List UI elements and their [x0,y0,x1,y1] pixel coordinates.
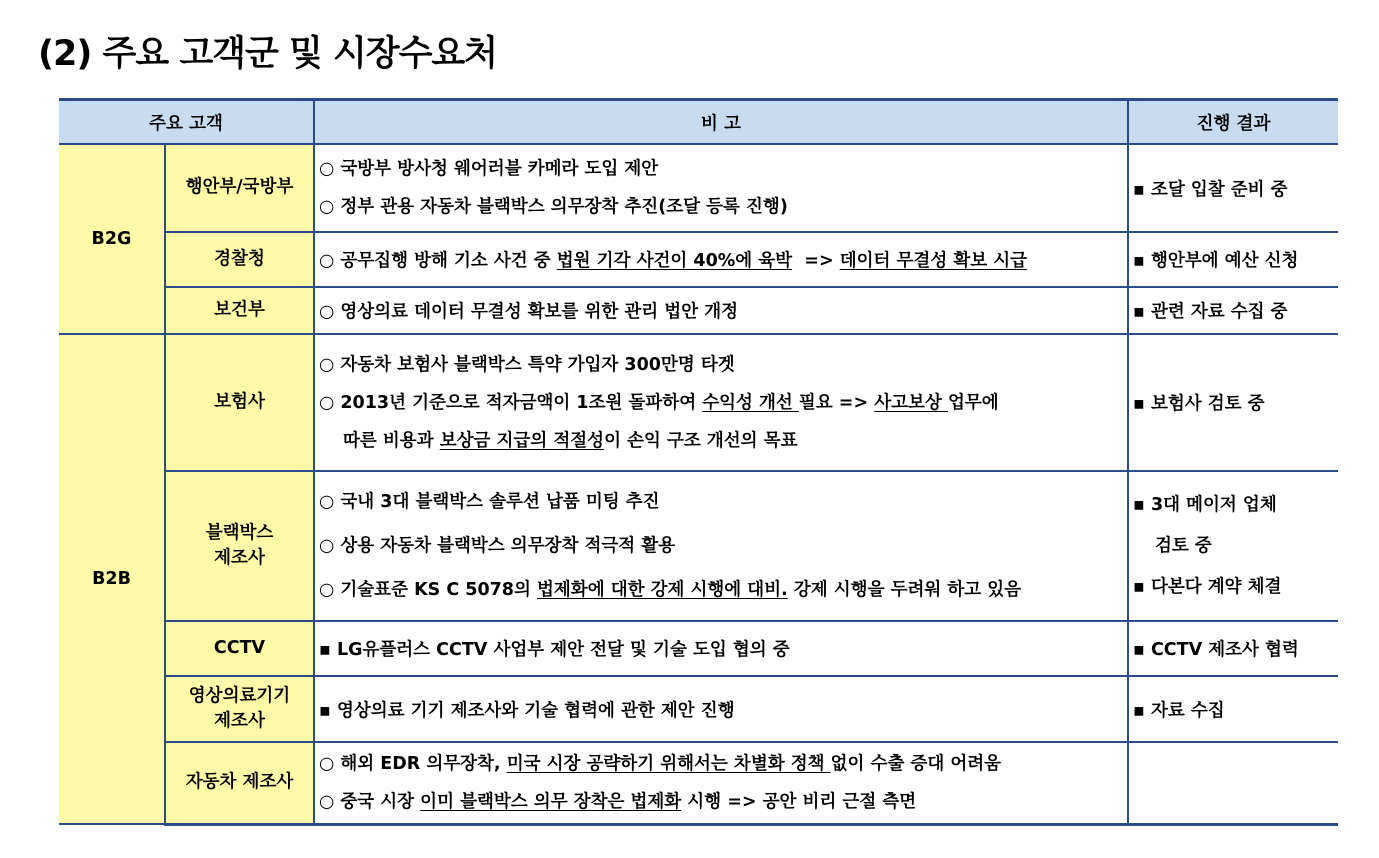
note-text: 따른 비용과 [343,430,440,451]
customer-cell [165,471,314,621]
customer-cell: CCTV [165,621,314,676]
result-cell: ▪ CCTV 제조사 협력 [1128,621,1338,676]
header-notes: 비 고 [314,100,1128,145]
result-cell: ▪ 행안부에 예산 신청 [1128,232,1338,287]
table-row [59,287,1338,334]
customer-line: 블랙박스 [205,522,274,543]
note-underline: 법원 기각 사건이 40%에 육박 [556,251,793,271]
note-text: 없이 수출 증대 어려움 [830,753,1002,774]
note-underline: 수익성 개선 [702,392,799,413]
note-line [319,422,1127,460]
note-underline: 데이터 무결성 확보 시급 [839,251,1028,271]
note-text: ○ 공무집행 방해 기소 사건 중 [319,251,557,271]
note-line: ○ 자동차 보험사 블랙박스 특약 가입자 300만명 타겟 [319,354,735,375]
note-line [319,384,1127,422]
note-text: 업무에 [947,392,999,413]
note-text: ○ 해외 EDR 의무장착, [319,753,507,774]
header-result: 진행 결과 [1128,100,1338,145]
notes-cell [314,742,1128,824]
page-title: (2) 주요 고객군 및 시장수요처 [38,34,497,74]
notes-cell: ○ 영상의료 데이터 무결성 확보를 위한 관리 법안 개정 [314,287,1128,334]
note-underline: 미국 시장 공략하기 위해서는 차별화 정책 [506,753,831,774]
customer-cell: 경찰청 [165,232,314,287]
customer-table [59,98,1338,826]
result-cell [1128,742,1338,824]
header-row [59,100,1338,145]
result-cell [1128,471,1338,621]
result-line: 검토 중 [1155,536,1212,556]
segment-b2b: B2B [59,334,165,824]
notes-cell [314,232,1128,287]
note-underline: 사고보상 [874,392,948,413]
result-cell: ▪ 조달 입찰 준비 중 [1128,144,1338,232]
notes-cell [314,471,1128,621]
customer-line: 제조사 [214,548,265,568]
note-line: ○ 국방부 방사청 웨어러블 카메라 도입 제안 [319,159,659,179]
customer-cell: 보건부 [165,287,314,334]
note-underline: 법제화에 대한 강제 시행에 대비. [536,580,788,600]
customer-cell: 보험사 [165,334,314,471]
result-cell: ▪ 관련 자료 수집 중 [1128,287,1338,334]
note-line: ○ 상용 자동차 블랙박스 의무장착 적극적 활용 [319,536,676,556]
notes-cell: ▪ LG유플러스 CCTV 사업부 제안 전달 및 기술 도입 협의 중 [314,621,1128,676]
customer-line: 영상의료기기 [188,685,291,706]
customer-line: 제조사 [214,711,265,731]
note-text: 필요 => [798,392,875,413]
note-text: 이 손익 구조 개선의 목표 [604,430,798,451]
table-row [59,232,1338,287]
result-line: ▪ 다본다 계약 체결 [1133,577,1282,597]
result-line: ▪ 3대 메이저 업체 [1133,495,1277,515]
result-cell: ▪ 보험사 검토 중 [1128,334,1338,471]
result-cell: ▪ 자료 수집 [1128,676,1338,742]
note-text: 강제 시행을 두려워 하고 있음 [787,580,1022,600]
note-line: ○ 정부 관용 자동차 블랙박스 의무장착 추진(조달 등록 진행) [319,197,788,217]
table-row [59,144,1338,232]
note-line [319,783,1127,821]
customer-cell: 행안부/국방부 [165,144,314,232]
note-underline: 보상금 지급의 적절성 [439,430,605,451]
notes-cell [314,144,1128,232]
note-underline: 이미 블랙박스 의무 장착은 법제화 [420,791,682,812]
note-text: ○ 기술표준 KS C 5078의 [319,580,537,600]
customer-cell: 자동차 제조사 [165,742,314,824]
note-line [319,745,1127,783]
notes-cell [314,334,1128,471]
table-row [59,676,1338,742]
header-customer: 주요 고객 [59,100,314,145]
notes-cell: ▪ 영상의료 기기 제조사와 기술 협력에 관한 제안 진행 [314,676,1128,742]
note-line [319,568,1127,612]
note-text: 시행 => 공안 비리 근절 측면 [681,791,917,812]
note-text: ○ 2013년 기준으로 적자금액이 1조원 돌파하여 [319,392,703,413]
segment-b2g: B2G [59,144,165,334]
note-text: => [792,251,840,271]
note-line: ○ 국내 3대 블랙박스 솔루션 납품 미팅 추진 [319,492,660,512]
customer-cell [165,676,314,742]
table-row [59,471,1338,621]
table-row [59,334,1338,471]
table-row [59,621,1338,676]
note-text: ○ 중국 시장 [319,791,421,812]
table-row [59,742,1338,824]
